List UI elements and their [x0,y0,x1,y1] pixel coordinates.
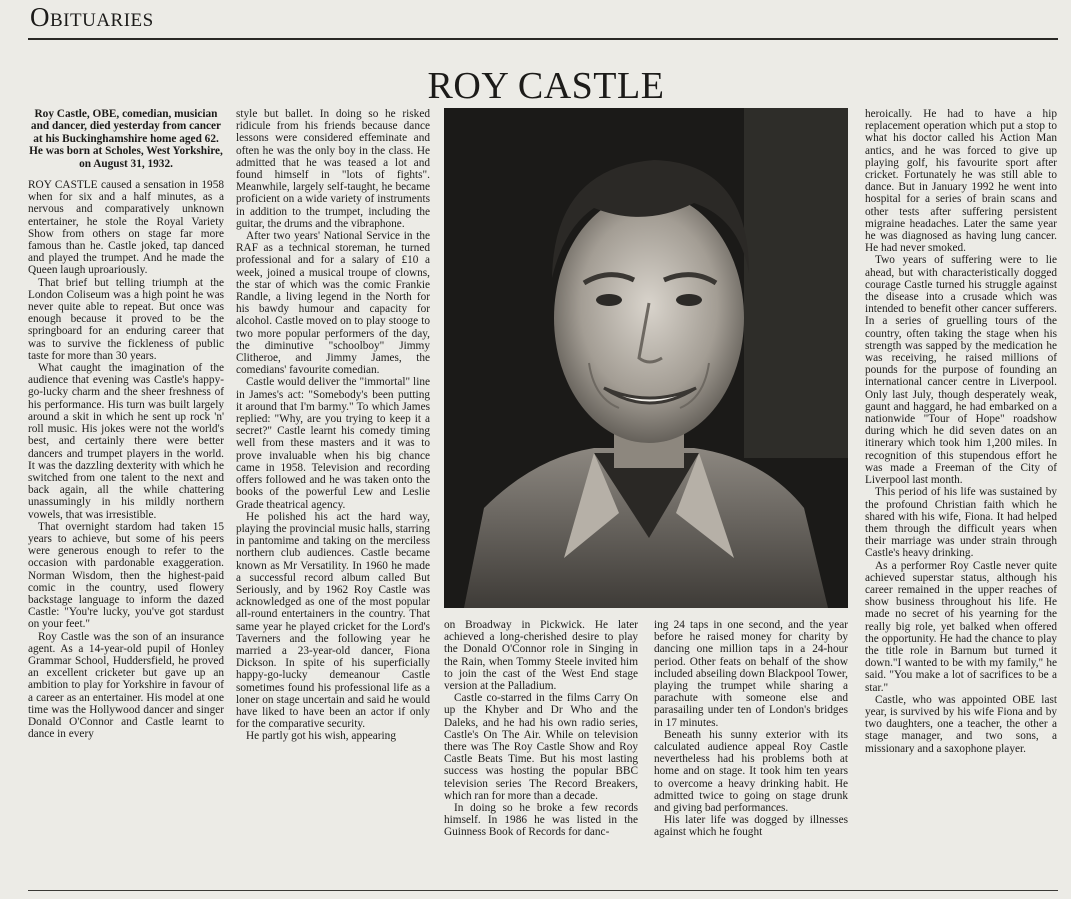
paragraph: Castle would deliver the "immortal" line in James's act: "Somebody's been putting it around that I'm barmy." To which James replied: "Why, are you trying to keep it a secret?" Castle learnt his comedy timing well from these masters and it was to prove invaluable when his big chance came in 1958. Television and recording offers followed and he was taken onto the books of the powerful Lew and Leslie Grade theatrical agency. [236,376,430,511]
paragraph: style but ballet. In doing so he risked ridicule from his friends because dance lessons were considered effeminate and often he was the only boy in the class. He admitted that he was teased a lot and found himself in "lots of fights". Meanwhile, largely self-taught, he became proficient on a wide variety of instruments in addition to the trumpet, including the guitar, the drums and the vibraphone. [236,108,430,230]
paragraph: ROY CASTLE caused a sensation in 1958 when for six and a half minutes, as a nervous and comparatively unknown entertainer, he stole the Royal Variety Show from others on stage far more famous than he. Castle joked, tap danced and played the trumpet. And he made the Queen laugh uproariously. [28,179,224,277]
paragraph: As a performer Roy Castle never quite achieved superstar status, although his career remained in the upper reaches of show business throughout his life. He made no secret of his yearning for the really big role, yet balked when offered the opportunity. He had the chance to play the title role in Barnum but turned it down."I wanted to be with my family," he said. "You make a lot of sacrifices to be a star." [865,559,1057,694]
bottom-rule [28,890,1058,891]
paragraph: In doing so he broke a few records himself. In 1986 he was listed in the Guinness Book of Records for danc- [444,802,638,839]
paragraph: on Broadway in Pickwick. He later achieved a long-cherished desire to play the Donald O'Connor role in Singing in the Rain, when Tommy Steele invited him to join the cast of the West End stage version at the Palladium. [444,619,638,693]
paragraph: ing 24 taps in one second, and the year before he raised money for charity by dancing one million taps in a 24-hour period. Other feats on behalf of the show included abseiling down Blackpool Tower, playing the trumpet while sharing a parachute with someone else and parasailing under ten of London's bridges in 17 minutes. [654,619,848,729]
paragraph: He partly got his wish, appearing [246,730,396,743]
paragraph: This period of his life was sustained by the profound Christian faith which he shared with his wife, Fiona. It had helped them through the difficult years when their marriage was under strain through Castle's heavy drinking. [865,486,1057,560]
paragraph: heroically. He had to have a hip replacement operation which put a stop to what his doctor called his Action Man antics, and he was forced to give up playing golf, his favourite sport after cricket. Fortunately he was still able to dance. But in January 1992 he went into hospital for a series of brain scans and other tests after suffering persistent migraine headaches. Later the same year he was diagnosed as having lung cancer. He had never smoked. [865,108,1057,255]
paragraph: Castle co-starred in the films Carry On up the Khyber and Dr Who and the Daleks, and he had his own radio series, Castle's On The Air. While on television there was The Roy Castle Show and Roy Castle Beats Time. But his most lasting success was hosting the popular BBC television series The Record Breakers, which ran for more than a decade. [444,692,638,802]
paragraph: What caught the imagination of the audience that evening was Castle's happy-go-lucky charm and the sheer freshness of his performance. His turn was built largely around a skit in which he sent up rock 'n' roll music. His jokes were not the world's best, and certainly there were better dancers and trumpet players in the world. It was the dazzling dexterity with which he switched from one talent to the next and back again, all the while chattering unassumingly in his mildly northern vowels, that was irresistible. [28,362,224,521]
section-title: Obituaries [30,2,154,32]
paragraph: Two years of suffering were to lie ahead, but with characteristically dogged courage Castle turned his struggle against the disease into a crusade which was intended to benefit other cancer sufferers. In a series of gruelling tours of the country, often taking the stage when his strength was sapped by the medication he was receiving, he raised millions of pounds for the purpose of founding an international cancer centre in Liverpool. Only last July, though desperately weak, gaunt and haggard, he had embarked on a nationwide "Tour of Hope" roadshow during which he did seven dates on an itinerary which took him 1,200 miles. In recognition of this stupendous effort he was made a Freeman of the City of Liverpool last month. [865,254,1057,487]
article-column-5 [865,108,1057,755]
paragraph: Beneath his sunny exterior with its calculated audience appeal Roy Castle nevertheless had his problems both at home and on stage. It took him ten years to overcome a heavy drinking habit. He admitted twice to going on stage drunk and giving bad performances. [654,728,848,815]
article-column-1 [28,108,224,740]
article-column-3 [444,619,638,839]
paragraph: That brief but telling triumph at the London Coliseum was a high point he was never quite able to repeat. But once was enough because it proved to be the springboard for an enduring career that was to survive the fickleness of public taste for more than 30 years. [28,276,224,362]
portrait-photo [444,108,848,608]
paragraph: Roy Castle was the son of an insurance agent. As a 14-year-old pupil of Honley Grammar School, Huddersfield, he proved an excellent cricketer but gave up an ambition to play for Yorkshire in favour of a career as an entertainer. His model at one time was the Hollywood dancer and singer Donald O'Connor and Castle learnt to dance in every [28,630,224,741]
paragraph: His later life was dogged by illnesses against which he fought [654,814,848,839]
section-rule [28,38,1058,40]
paragraph: He polished his act the hard way, playing the provincial music halls, starring in pantomime and taking on the merciless northern club audiences. Castle became known as Mr Versatility. In 1960 he made a successful record album called But Seriously, and by 1962 Roy Castle was acknowledged as one of the most popular all-round entertainers in the country. That same year he played cricket for the Lord's Taverners and the following year he married a 23-year-old dancer, Fiona Dickson. In spite of his superficially happy-go-lucky demeanour Castle sometimes found his professional life as a loner on stage uncertain and said he would have liked to have been an actor if only for the comparative security. [236,510,430,731]
headline: ROY CASTLE [427,65,665,107]
paragraph: After two years' National Service in the RAF as a technical storeman, he turned professional and for a salary of £10 a week, joined a musical troupe of clowns, the star of which was the comic Frankie Randle, a living legend in the North for his bawdy humour and capacity for alcohol. Castle moved on to play stooge to two more popular performers of the day, the diminutive "schoolboy" Jimmy Clitheroe, and Jimmy James, the comedians' favourite comedian. [236,230,430,377]
paragraph: Castle, who was appointed OBE last year, is survived by his wife Fiona and by two daughters, one a teacher, the other a stage manager, and two sons, a missionary and a saxophone player. [865,693,1057,755]
article-column-4 [654,619,848,839]
paragraph: That overnight stardom had taken 15 years to achieve, but some of his peers were generous enough to refer to the occasion with pardonable exaggeration. Norman Wisdom, then the highest-paid comic in the country, used flowery backstage language to inform the dazed Castle: "You're lucky, you've got stardust on your feet." [28,520,224,631]
obituary-intro: Roy Castle, OBE, comedian, musician and dancer, died yesterday from cancer at his Buckinghamshire home aged 62. He was born at Scholes, West Yorkshire, on August 31, 1932. [29,108,223,170]
portrait-illustration [444,108,848,608]
article-column-2 [236,108,430,743]
